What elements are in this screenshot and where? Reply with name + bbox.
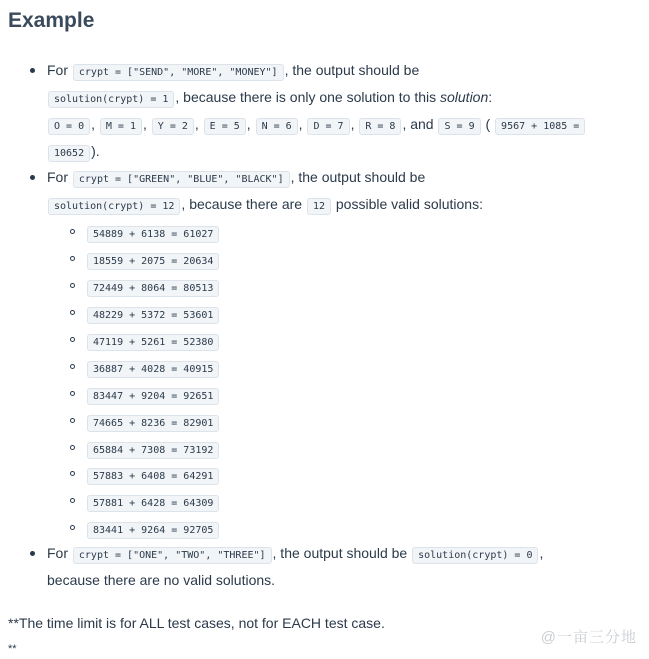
sub-bullet — [70, 445, 75, 450]
sub-bullet — [70, 498, 75, 503]
ex2-input-code: crypt = ["GREEN", "BLUE", "BLACK"] — [73, 171, 290, 188]
solution-item: 18559 + 2075 = 20634 — [86, 249, 220, 272]
ex1-line4: 10652 ). — [47, 141, 100, 164]
sub-bullet — [70, 471, 75, 476]
solution-item: 83447 + 9204 = 92651 — [86, 384, 220, 407]
sub-bullet — [70, 256, 75, 261]
solution-item: 36887 + 4028 = 40915 — [86, 357, 220, 380]
solution-item: 57881 + 6428 = 64309 — [86, 491, 220, 514]
time-limit-note: **The time limit is for ALL test cases, not for EACH test case. — [8, 615, 385, 631]
solution-item: 65884 + 7308 = 73192 — [86, 438, 220, 461]
solution-item: 47119 + 5261 = 52380 — [86, 330, 220, 353]
ex1-line1: For crypt = ["SEND", "MORE", "MONEY"] , the output should be — [47, 60, 419, 83]
solution-item: 83441 + 9264 = 92705 — [86, 518, 220, 541]
ex1-result-code: solution(crypt) = 1 — [48, 91, 174, 108]
bullet-2 — [30, 175, 35, 180]
sub-bullet — [70, 283, 75, 288]
sub-bullet — [70, 391, 75, 396]
ex2-result-code: solution(crypt) = 12 — [48, 198, 180, 215]
watermark: @一亩三分地 — [540, 629, 637, 646]
sub-bullet — [70, 418, 75, 423]
page-title: Example — [8, 9, 95, 32]
solution-item: 57883 + 6408 = 64291 — [86, 464, 220, 487]
sub-bullet — [70, 364, 75, 369]
solution-item: 54889 + 6138 = 61027 — [86, 222, 220, 245]
solution-item: 74665 + 8236 = 82901 — [86, 411, 220, 434]
solution-item: 72449 + 8064 = 80513 — [86, 276, 220, 299]
trailing-note: ** — [8, 643, 17, 655]
bullet-1 — [30, 68, 35, 73]
bullet-3 — [30, 551, 35, 556]
ex1-line3: O = 0 , M = 1 , Y = 2 , E = 5 , N = 6 , D = 7 , R = 8 , and S = 9 ( 9567 + 1085 = — [47, 114, 586, 137]
ex3-line2: because there are no valid solutions. — [47, 572, 276, 588]
ex3-input-code: crypt = ["ONE", "TWO", "THREE"] — [73, 547, 272, 564]
ex3-result-code: solution(crypt) = 0 — [412, 547, 538, 564]
ex1-input-code: crypt = ["SEND", "MORE", "MONEY"] — [73, 64, 284, 81]
sub-bullet — [70, 337, 75, 342]
sub-bullet — [70, 310, 75, 315]
ex2-line1: For crypt = ["GREEN", "BLUE", "BLACK"] , the output should be — [47, 167, 425, 190]
sub-bullet — [70, 525, 75, 530]
ex3-line1: For crypt = ["ONE", "TWO", "THREE"] , the output should be solution(crypt) = 0 , — [47, 543, 543, 566]
solution-item: 48229 + 5372 = 53601 — [86, 303, 220, 326]
ex1-line2: solution(crypt) = 1 , because there is only one solution to this solution: — [47, 87, 492, 110]
ex2-line2: solution(crypt) = 12 , because there are 12 possible valid solutions: — [47, 194, 483, 217]
sub-bullet — [70, 229, 75, 234]
